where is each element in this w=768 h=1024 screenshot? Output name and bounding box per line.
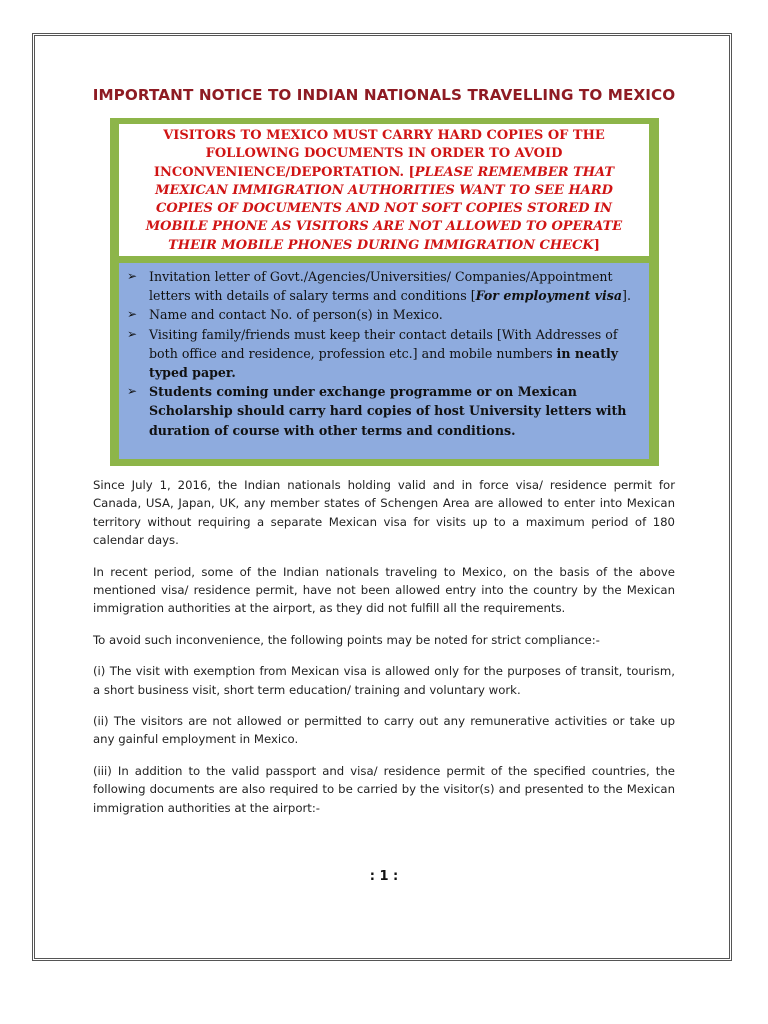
paragraph-visa-exemption: Since July 1, 2016, the Indian nationals holding valid and in force visa/ residence permit for Canada, USA, Japan, UK, any member states of Schengen Area are allowed to enter into Mexican territory without requiring a separate Mexican visa for visits up to a maximum period of 180 calendar days. [93,478,675,548]
body-text [93,476,675,830]
requirement-emphasis: in neatly typed paper. [149,345,619,381]
arrow-bullet-icon: ➢ [127,326,138,341]
requirement-item-contact [127,305,639,324]
requirements-list [127,267,639,440]
requirement-emphasis: For employment visa [475,288,623,304]
paragraph-compliance-intro: To avoid such inconvenience, the following points may be noted for strict compliance:- [93,632,600,647]
requirements-box [119,263,649,459]
requirement-text: Students coming under exchange programme or on Mexican Scholarship should carry hard copies of host University letters with duration of course with other terms and conditions. [149,384,627,438]
page-title: IMPORTANT NOTICE TO INDIAN NATIONALS TRAVELLING TO MEXICO [92,86,676,104]
requirement-text: Name and contact No. of person(s) in Mexico. [149,307,443,323]
arrow-bullet-icon: ➢ [127,307,138,322]
requirement-item-employment [127,267,639,305]
warning-main-text: VISITORS TO MEXICO MUST CARRY HARD COPIES OF THE FOLLOWING DOCUMENTS IN ORDER TO AVOID INCONVENIENCE/DEPORTATION. [ [153,128,605,180]
paragraph-entry-denied: In recent period, some of the Indian nationals traveling to Mexico, on the basis of the above mentioned visa/ residence permit, have not been allowed entry into the country by the Mexican immigration authorities at the airport, as they did not fulfill all the requirements. [93,564,675,616]
notice-box [110,118,659,466]
paragraph-point-iii: (iii) In addition to the valid passport and visa/ residence permit of the specified countries, the following documents are also required to be carried by the visitor(s) and presented to the Mexican immigration authorities at the airport:- [93,763,675,815]
requirement-item-family [127,325,639,383]
warning-italic-text: PLEASE REMEMBER THAT MEXICAN IMMIGRATION AUTHORITIES WANT TO SEE HARD COPIES OF DOCUMENTS AND NOT SOFT COPIES STORED IN MOBILE PHONE AS VISITORS ARE NOT ALLOWED TO OPERATE THEIR MOBILE PHONES DURING IMMIGRATION CHECK [145,164,623,253]
requirement-item-students [127,382,639,440]
paragraph-point-i: (i) The visit with exemption from Mexican visa is allowed only for the purposes of transit, tourism, a short business visit, short term education/ training and voluntary work. [93,664,675,697]
warning-close-bracket: ] [593,237,600,253]
requirement-text: Invitation letter of Govt./Agencies/Universities/ Companies/Appointment letters with details of salary terms and conditions [ [149,269,613,304]
warning-box [119,124,649,256]
arrow-bullet-icon: ➢ [127,384,138,399]
arrow-bullet-icon: ➢ [127,269,138,283]
requirement-text-end: ]. [622,288,631,304]
page-number: : 1 : [369,869,399,884]
requirement-text: Visiting family/friends must keep their contact details [With Addresses of both office and residence, profession etc.] and mobile numbers [149,326,618,361]
paragraph-point-ii: (ii) The visitors are not allowed or permitted to carry out any remunerative activities or take up any gainful employment in Mexico. [93,714,675,747]
